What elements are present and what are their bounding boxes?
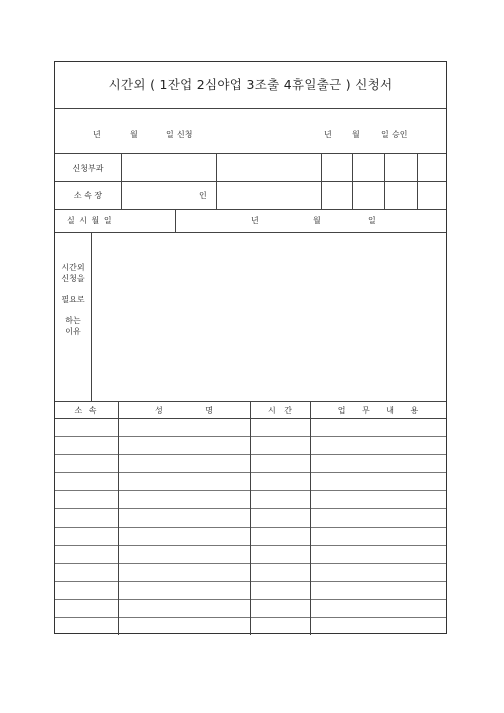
request-action-label: 신청 (177, 130, 193, 139)
header-dept: 소 속 (74, 406, 99, 415)
reason-label-line: 시간외 (61, 263, 85, 272)
header-name: 성 명 (155, 406, 213, 415)
work-date-label: 실 시 월 일 (67, 216, 113, 225)
approval-day-label: 일 (381, 130, 389, 139)
form-title: 시간외 ( 1잔업 2심야업 3조출 4휴일출근 ) 신청서 (108, 77, 393, 92)
manager-label: 소 속 장 (73, 191, 103, 200)
divider (321, 153, 322, 209)
divider (121, 153, 122, 209)
divider (310, 401, 311, 635)
request-year-label: 년 (93, 130, 101, 139)
divider (216, 153, 217, 209)
request-month-label: 월 (130, 130, 138, 139)
reason-label-line: 이유 (65, 327, 81, 336)
reason-input-area[interactable] (92, 233, 446, 401)
header-work-content: 업 무 내 용 (337, 406, 419, 415)
reason-label-line: 필요로 (61, 295, 85, 304)
divider (175, 209, 176, 232)
reason-label-line: 하는 (65, 316, 81, 325)
approval-month-label: 월 (352, 130, 360, 139)
work-month-label: 월 (313, 216, 321, 225)
reason-label (55, 262, 91, 337)
work-year-label: 년 (251, 216, 259, 225)
approval-year-label: 년 (324, 130, 332, 139)
overtime-request-form (54, 61, 447, 634)
divider (352, 153, 353, 209)
reason-label-line: 신청을 (61, 274, 85, 283)
divider (250, 401, 251, 635)
dept-label: 신청부과 (72, 164, 104, 173)
request-day-label: 일 (166, 130, 174, 139)
approval-action-label: 승인 (392, 130, 408, 139)
divider (118, 401, 119, 635)
divider (417, 153, 418, 209)
work-day-label: 일 (368, 216, 376, 225)
divider (55, 108, 446, 109)
divider (55, 209, 446, 210)
header-time: 시 간 (268, 406, 292, 415)
divider (55, 181, 446, 182)
seal-label: 인 (199, 191, 207, 200)
divider (55, 153, 446, 154)
divider (384, 153, 385, 209)
